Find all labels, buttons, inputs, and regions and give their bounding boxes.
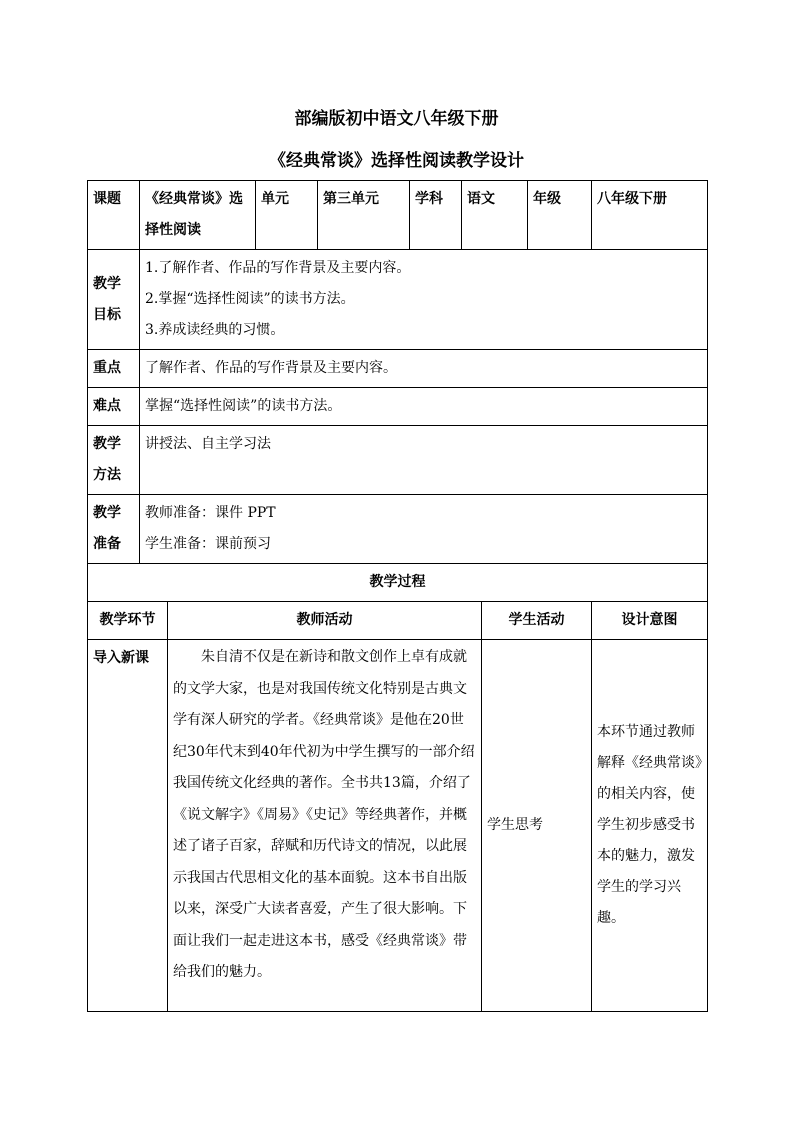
process-heading-row	[88, 564, 708, 602]
process-heading: 教学过程	[88, 564, 708, 602]
document-title-line2: 《经典常谈》选择性阅读教学设计	[269, 151, 524, 171]
goal-item-3: 3.养成读经典的习惯。	[145, 322, 285, 338]
col-stage-header: 教学环节	[88, 602, 168, 640]
key-point-label: 重点	[88, 350, 140, 388]
topic-value: 《经典常谈》选择性阅读	[140, 181, 256, 250]
goals-list	[140, 250, 708, 350]
unit-label: 单元	[256, 181, 318, 250]
grade-label: 年级	[528, 181, 592, 250]
difficulty-row	[88, 388, 708, 426]
method-value: 讲授法、自主学习法	[140, 426, 708, 495]
goal-item-2: 2.掌握“选择性阅读”的读书方法。	[145, 291, 355, 307]
prep-values	[140, 495, 708, 564]
method-row	[88, 426, 708, 495]
subject-value: 语文	[462, 181, 528, 250]
process-row	[88, 640, 708, 1012]
unit-value: 第三单元	[318, 181, 410, 250]
col-teacher-header: 教师活动	[168, 602, 482, 640]
goals-label: 教学目标	[88, 250, 140, 350]
goals-row	[88, 250, 708, 350]
topic-label: 课题	[88, 181, 140, 250]
difficulty-label: 难点	[88, 388, 140, 426]
teacher-prep: 教师准备：课件 PPT	[145, 505, 276, 521]
col-intent-header: 设计意图	[592, 602, 708, 640]
info-row	[88, 181, 708, 250]
lesson-plan-table	[87, 180, 708, 1012]
process-header-row	[88, 602, 708, 640]
grade-value: 八年级下册	[592, 181, 708, 250]
document-title-line1: 部编版初中语文八年级下册	[294, 109, 499, 129]
key-point-value: 了解作者、作品的写作背景及主要内容。	[140, 350, 708, 388]
difficulty-value: 掌握“选择性阅读”的读书方法。	[140, 388, 708, 426]
stage-cell: 导入新课	[88, 640, 168, 1012]
student-prep: 学生准备：课前预习	[145, 536, 271, 552]
design-intent-cell: 本环节通过教师解释《经典常谈》的相关内容，使学生初步感受书本的魅力，激发学生的学习兴趣。	[592, 640, 708, 1012]
prep-label: 教学准备	[88, 495, 140, 564]
key-point-row	[88, 350, 708, 388]
student-activity-cell: 学生思考	[482, 640, 592, 1012]
col-student-header: 学生活动	[482, 602, 592, 640]
goal-item-1: 1.了解作者、作品的写作背景及主要内容。	[145, 260, 411, 276]
teacher-activity-cell: 朱自清不仅是在新诗和散文创作上卓有成就的文学大家，也是对我国传统文化特别是古典文学有深人研究的学者。《经典常谈》是他在20世纪30年代末到40年代初为中学生撰写的一部介绍我国传统文化经典的著作。全书共13篇，介绍了《说文解字》《周易》《史记》等经典著作，并概述了诸子百家，辞赋和历代诗文的情况，以此展示我国古代思相文化的基本面貌。这本书自出版以来，深受广大读者喜爱，产生了很大影响。下面让我们一起走进这本书，感受《经典常谈》带给我们的魅力。	[168, 640, 482, 1012]
subject-label: 学科	[410, 181, 462, 250]
method-label: 教学方法	[88, 426, 140, 495]
prep-row	[88, 495, 708, 564]
